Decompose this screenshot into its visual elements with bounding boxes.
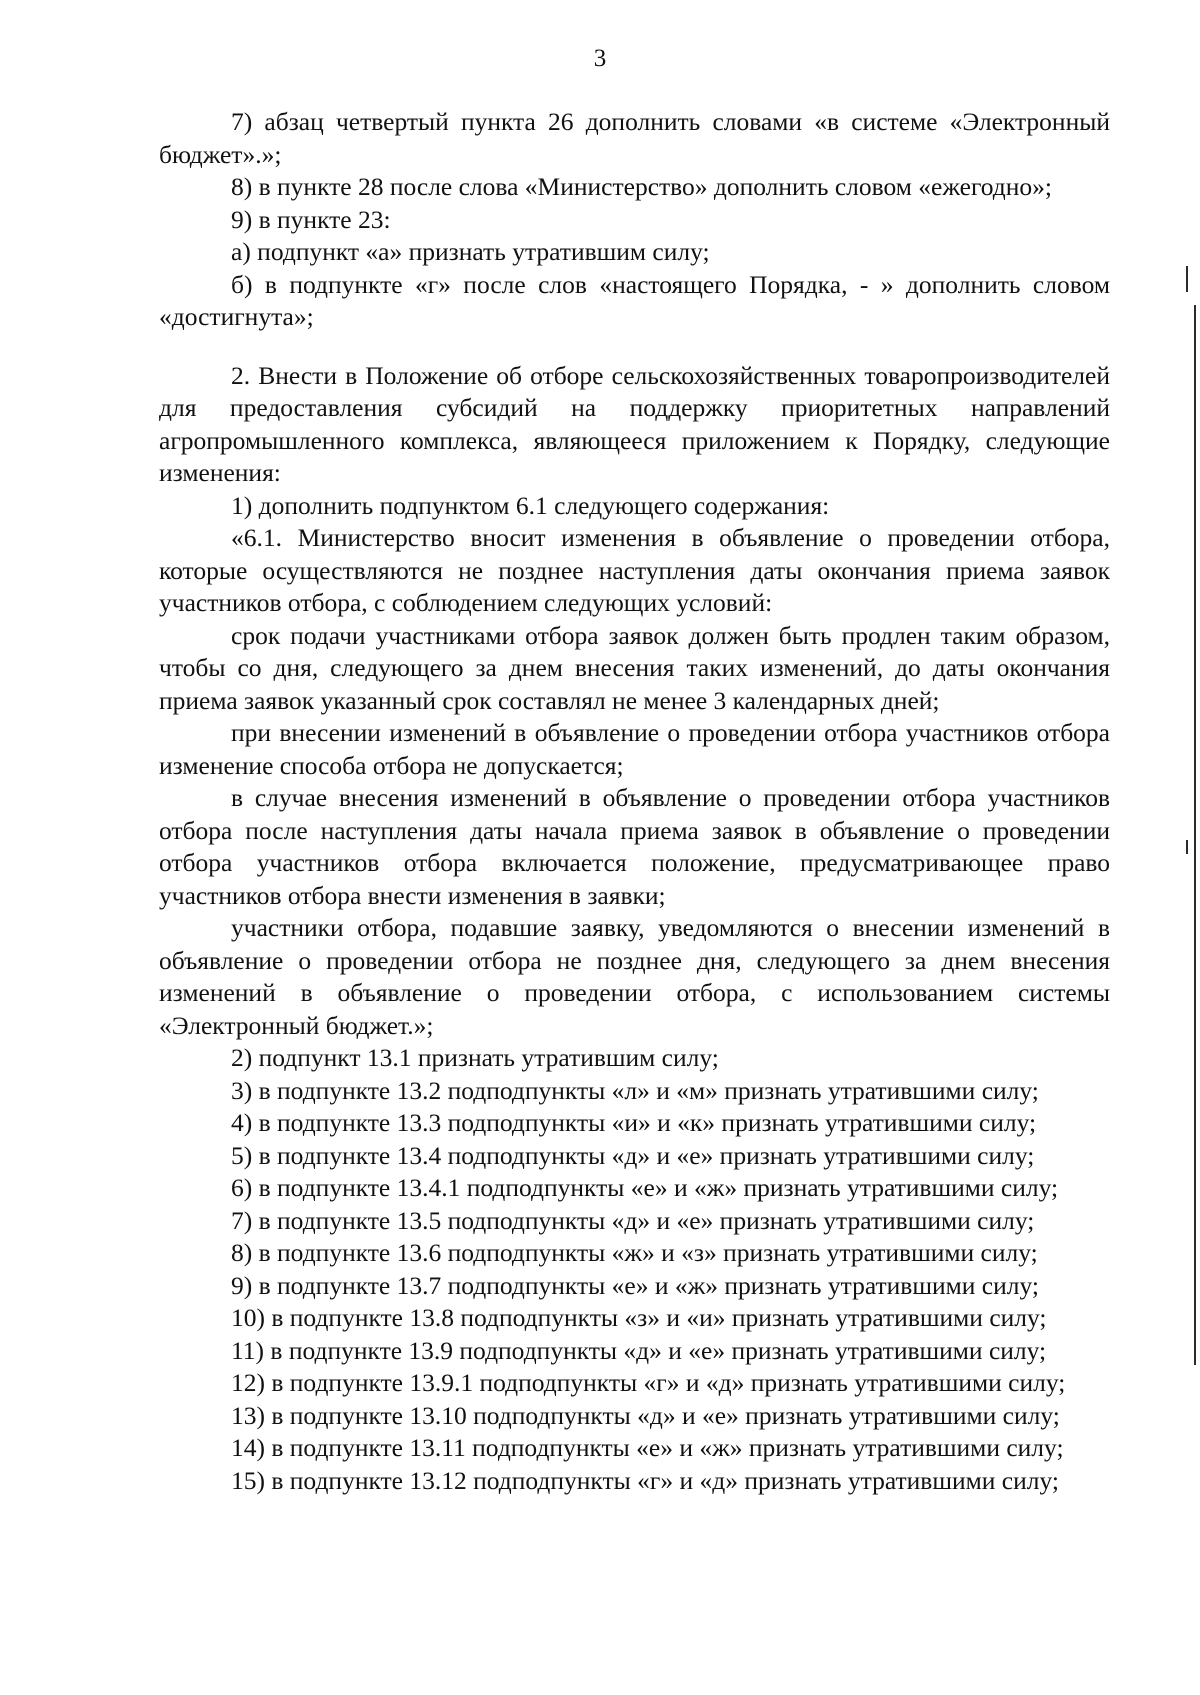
paragraph-item-7: 7) абзац четвертый пункта 26 дополнить словами «в системе «Электронный бюджет».»; — [159, 107, 1110, 169]
paragraph-amendment-11: 11) в подпункте 13.9 подподпункты «д» и «е» признать утратившими силу; — [231, 1335, 1047, 1365]
paragraph-item-9: 9) в пункте 23: — [231, 204, 391, 234]
paragraph-amendment-3: 3) в подпункте 13.2 подподпункты «л» и «м» признать утратившими силу; — [231, 1075, 1039, 1105]
paragraph-amendment-6: 6) в подпункте 13.4.1 подподпункты «е» и «ж» признать утратившими силу; — [231, 1173, 1059, 1202]
paragraph-condition-notify: участники отбора, подавшие заявку, уведомляются о внесении изменений в объявление о проведении отбора не позднее дня, следующего за днем внесения изменений в объявление о проведении отбора, с использованием системы «Электронный бюджет.»; — [159, 913, 1110, 1040]
paragraph-amendment-12: 12) в подпункте 13.9.1 подподпункты «г» и «д» признать утратившими силу; — [231, 1368, 1066, 1397]
paragraph-amendment-10: 10) в подпункте 13.8 подподпункты «з» и «и» признать утратившими силу; — [231, 1303, 1047, 1332]
document-body — [159, 106, 1110, 1497]
page-number: 3 — [593, 45, 607, 72]
paragraph-clause-6-1: «6.1. Министерство вносит изменения в объявление о проведении отбора, которые осуществляются не позднее наступления даты окончания приема заявок участников отбора, с соблюдением следующих условий: — [159, 523, 1110, 617]
paragraph-amendment-8: 8) в подпункте 13.6 подподпункты «ж» и «з» признать утратившими силу; — [231, 1238, 1038, 1267]
scan-edge-mark-top — [1186, 266, 1188, 292]
paragraph-amendment-1: 1) дополнить подпунктом 6.1 следующего содержания: — [231, 490, 830, 520]
paragraph-amendment-13: 13) в подпункте 13.10 подподпункты «д» и «е» признать утратившими силу; — [231, 1400, 1060, 1430]
paragraph-subitem-b: б) в подпункте «г» после слов «настоящего Порядка, - » дополнить словом «достигнута»; — [159, 269, 1110, 331]
paragraph-amendment-5: 5) в подпункте 13.4 подподпункты «д» и «е» признать утратившими силу; — [231, 1140, 1035, 1170]
scan-edge-line — [1194, 305, 1196, 1365]
scan-edge-mark-middle — [1186, 840, 1188, 854]
paragraph-condition-method: при внесении изменений в объявление о проведении отбора участников отбора изменение способа отбора не допускается; — [159, 718, 1110, 780]
paragraph-condition-changes: в случае внесения изменений в объявление о проведении отбора участников отбора после наступления даты начала приема заявок в объявление о проведении отбора участников отбора включается положение, предусматривающее право участников отбора внести изменения в заявки; — [159, 783, 1110, 910]
paragraph-amendment-7: 7) в подпункте 13.5 подподпункты «д» и «е» признать утратившими силу; — [231, 1205, 1035, 1235]
paragraph-amendment-2: 2) подпункт 13.1 признать утратившим силу; — [231, 1043, 719, 1072]
paragraph-subitem-a: а) подпункт «а» признать утратившим силу; — [231, 237, 710, 266]
paragraph-amendment-4: 4) в подпункте 13.3 подподпункты «и» и «к» признать утратившими силу; — [231, 1108, 1037, 1137]
paragraph-section-2: 2. Внести в Положение об отборе сельскохозяйственных товаропроизводителей для предоставления субсидий на поддержку приоритетных направлений агропромышленного комплекса, являющееся приложением к Порядку, следующие изменения: — [159, 360, 1110, 487]
paragraph-amendment-15: 15) в подпункте 13.12 подподпункты «г» и «д» признать утратившими силу; — [231, 1465, 1059, 1495]
paragraph-amendment-14: 14) в подпункте 13.11 подподпункты «е» и «ж» признать утратившими силу; — [231, 1433, 1064, 1462]
paragraph-condition-deadline: срок подачи участниками отбора заявок должен быть продлен таким образом, чтобы со дня, следующего за днем внесения таких изменений, до даты окончания приема заявок указанный срок составлял не менее 3 календарных дней; — [159, 620, 1110, 715]
paragraph-amendment-9: 9) в подпункте 13.7 подподпункты «е» и «ж» признать утратившими силу; — [231, 1270, 1039, 1300]
paragraph-item-8: 8) в пункте 28 после слова «Министерство» дополнить словом «ежегодно»; — [231, 172, 1052, 201]
